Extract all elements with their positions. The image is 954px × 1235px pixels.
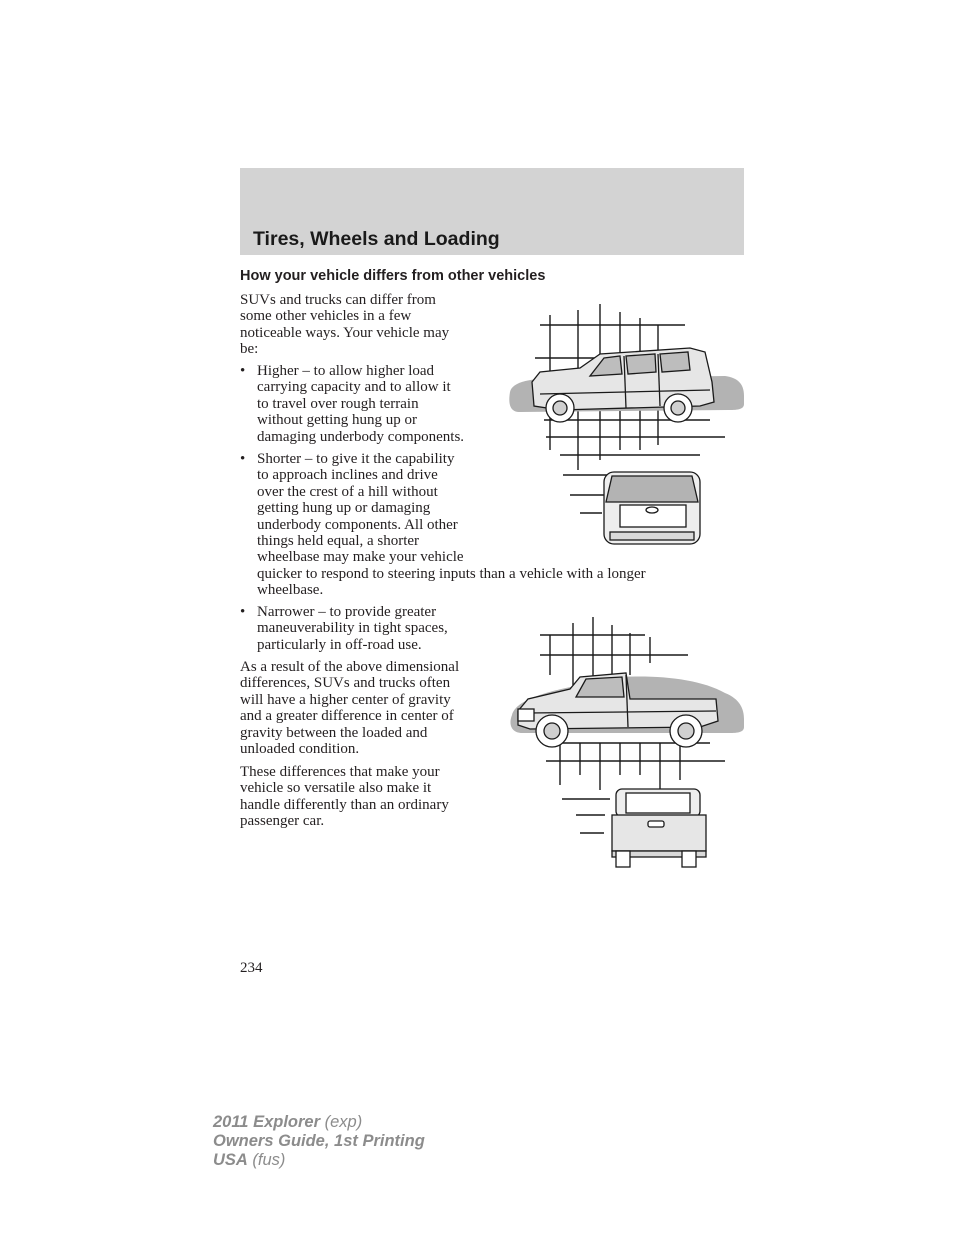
bullet-symbol: •: [240, 604, 246, 620]
text-line: over the crest of a hill without: [257, 483, 438, 500]
pickup-truck-illustration: [500, 615, 748, 870]
footer-market-code: (fus): [247, 1151, 286, 1169]
center-of-gravity-paragraph: [240, 659, 459, 757]
text-line: be:: [240, 341, 259, 358]
text-line: gravity between the loaded and: [240, 724, 428, 741]
footer-line-model: [213, 1113, 425, 1132]
text-line: As a result of the above dimensional: [240, 659, 460, 675]
footer-line-guide: [213, 1132, 425, 1151]
section-header-band: [240, 168, 744, 255]
text-line: will have a higher center of gravity: [240, 691, 451, 708]
text-line: particularly in off-road use.: [257, 636, 422, 653]
text-line: getting hung up or damaging: [257, 500, 431, 517]
text-line: Narrower – to provide greater: [257, 604, 437, 620]
text-line: vehicle so versatile also make it: [240, 780, 432, 797]
suv-illustration: [500, 300, 748, 552]
text-line: unloaded condition.: [240, 741, 360, 758]
text-line: and a greater difference in center of: [240, 708, 454, 725]
page-number: 234: [240, 960, 263, 976]
text-line: to travel over rough terrain: [257, 395, 419, 412]
text-line: These differences that make your: [240, 764, 440, 780]
bullet-symbol: •: [240, 451, 246, 467]
section-title: Tires, Wheels and Loading: [253, 228, 500, 250]
truck-rear-view: [612, 789, 706, 867]
text-line: some other vehicles in a few: [240, 308, 412, 325]
footer-model-code: (exp): [320, 1113, 363, 1131]
text-line: Higher – to allow higher load: [257, 363, 435, 379]
document-footer: [213, 1113, 425, 1170]
text-line: underbody components. All other: [257, 516, 458, 533]
text-line: quicker to respond to steering inputs than a vehicle with a longer: [257, 565, 646, 582]
text-line: to approach inclines and drive: [257, 467, 438, 484]
intro-paragraph: [240, 292, 449, 358]
text-line: wheelbase.: [257, 582, 324, 599]
handling-paragraph: [240, 764, 449, 830]
text-line: noticeable ways. Your vehicle may: [240, 324, 450, 341]
text-line: maneuverability in tight spaces,: [257, 620, 448, 637]
text-line: passenger car.: [240, 813, 325, 830]
text-line: carrying capacity and to allow it: [257, 379, 451, 396]
text-line: handle differently than an ordinary: [240, 796, 449, 813]
footer-model: 2011 Explorer: [213, 1113, 321, 1131]
text-line: Shorter – to give it the capability: [257, 451, 455, 467]
bullet-symbol: •: [240, 363, 246, 379]
suv-rear-view: [604, 472, 700, 544]
text-line: SUVs and trucks can differ from: [240, 292, 436, 308]
text-line: without getting hung up or: [257, 412, 417, 429]
footer-market: USA: [213, 1151, 248, 1169]
footer-guide: Owners Guide, 1st Printing: [213, 1132, 425, 1150]
text-line: damaging underbody components.: [257, 428, 465, 445]
footer-line-market: [213, 1151, 425, 1170]
text-line: things held equal, a shorter: [257, 533, 420, 550]
subheading: How your vehicle differs from other vehicles: [240, 268, 546, 284]
text-line: wheelbase may make your vehicle: [257, 549, 464, 566]
text-line: differences, SUVs and trucks often: [240, 675, 451, 692]
